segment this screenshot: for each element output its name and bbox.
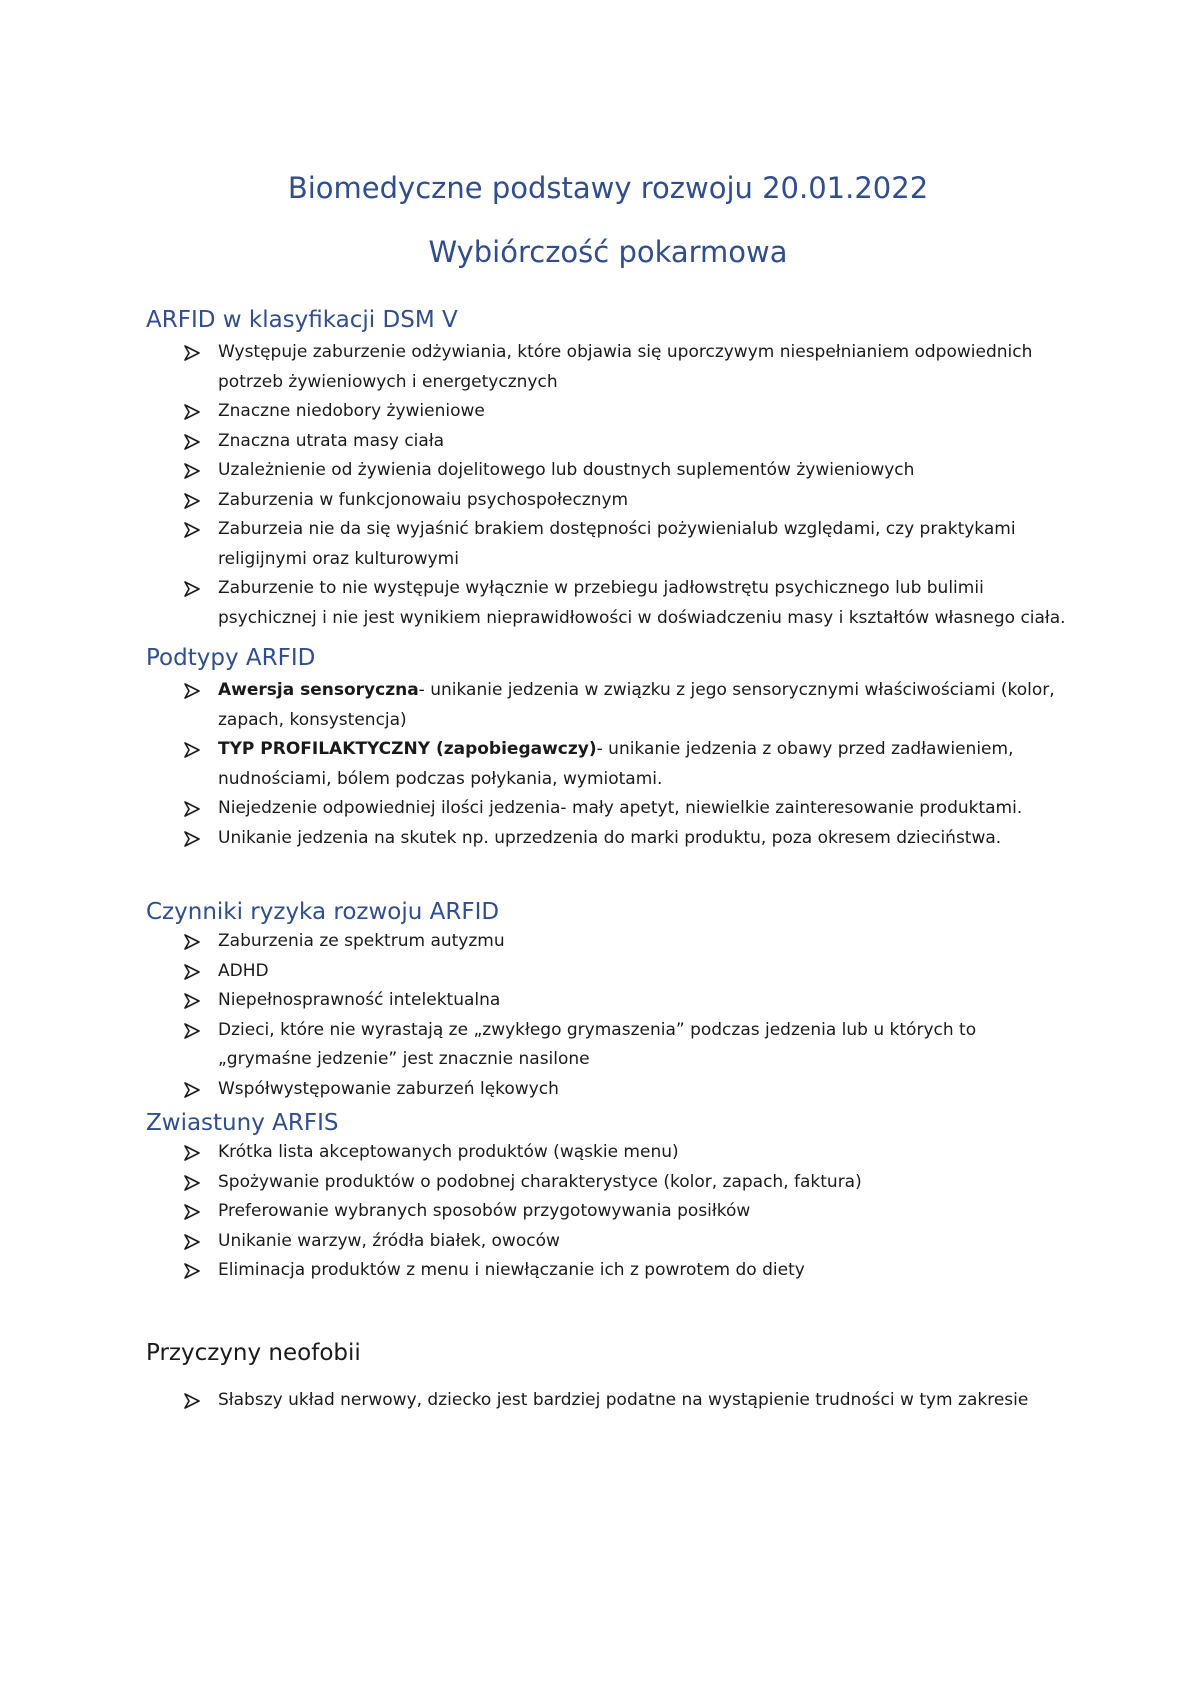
arrowhead-bullet-icon [184, 742, 200, 758]
list-item: Zaburzenia w funkcjonowaiu psychospołecznym [146, 486, 1070, 516]
list-item: Unikanie warzyw, źródła białek, owoców [146, 1227, 1070, 1257]
list-item: Krótka lista akceptowanych produktów (wąskie menu) [146, 1138, 1070, 1168]
arrowhead-bullet-icon [184, 801, 200, 817]
arrowhead-bullet-icon [184, 581, 200, 597]
section-heading: ARFID w klasyfikacji DSM V [146, 307, 458, 333]
arrowhead-bullet-icon [184, 1175, 200, 1191]
arrowhead-bullet-icon [184, 683, 200, 699]
arrowhead-bullet-icon [184, 964, 200, 980]
list-item: Eliminacja produktów z menu i niewłączanie ich z powrotem do diety [146, 1256, 1070, 1286]
arrowhead-bullet-icon [184, 463, 200, 479]
arrowhead-bullet-icon [184, 1263, 200, 1279]
document-title: Biomedyczne podstawy rozwoju 20.01.2022 [287, 171, 929, 205]
section-arfid-subtypes [146, 643, 1070, 853]
bullet-list [146, 1138, 1070, 1286]
list-item: Spożywanie produktów o podobnej charakterystyce (kolor, zapach, faktura) [146, 1168, 1070, 1198]
document-subtitle: Wybiórczość pokarmowa [428, 235, 788, 269]
arrowhead-bullet-icon [184, 493, 200, 509]
arrowhead-bullet-icon [184, 522, 200, 538]
arrowhead-bullet-icon [184, 993, 200, 1009]
section-neophobia-causes [146, 1338, 1070, 1416]
arrowhead-bullet-icon [184, 1393, 200, 1409]
list-item: Zaburzeia nie da się wyjaśnić brakiem dostępności pożywienialub względami, czy praktykami religijnymi oraz kulturowymi [146, 515, 1070, 574]
arrowhead-bullet-icon [184, 934, 200, 950]
list-item: Niepełnosprawność intelektualna [146, 986, 1070, 1016]
section-arfid-dsm [146, 305, 1070, 633]
list-item: Niejedzenie odpowiedniej ilości jedzenia- mały apetyt, niewielkie zainteresowanie produktami. [146, 794, 1070, 824]
list-item: Znaczna utrata masy ciała [146, 427, 1070, 457]
section-heading: Czynniki ryzyka rozwoju ARFID [146, 899, 500, 925]
list-item: Występuje zaburzenie odżywiania, które objawia się uporczywym niespełnianiem odpowiednich potrzeb żywieniowych i energetycznych [146, 338, 1070, 397]
list-item: Dzieci, które nie wyrastają ze „zwykłego grymaszenia” podczas jedzenia lub u których to „grymaśne jedzenie” jest znacznie nasilone [146, 1016, 1070, 1075]
arrowhead-bullet-icon [184, 1082, 200, 1098]
list-item: Słabszy układ nerwowy, dziecko jest bardziej podatne na wystąpienie trudności w tym zakresie [146, 1386, 1070, 1416]
list-item: Zaburzenie to nie występuje wyłącznie w przebiegu jadłowstrętu psychicznego lub bulimii psychicznej i nie jest wynikiem nieprawidłowości w doświadczeniu masy i kształtów własnego ciała. [146, 574, 1070, 633]
list-item: ADHD [146, 957, 1070, 987]
list-item: Zaburzenia ze spektrum autyzmu [146, 927, 1070, 957]
section-risk-factors [146, 897, 1070, 1104]
arrowhead-bullet-icon [184, 345, 200, 361]
list-item: TYP PROFILAKTYCZNY (zapobiegawczy)- unikanie jedzenia z obawy przed zadławieniem, nudnościami, bólem podczas połykania, wymiotami. [146, 735, 1070, 794]
arrowhead-bullet-icon [184, 831, 200, 847]
list-item: Awersja sensoryczna- unikanie jedzenia w związku z jego sensorycznymi właściwościami (kolor, zapach, konsystencja) [146, 676, 1070, 735]
bullet-list [146, 338, 1070, 633]
arrowhead-bullet-icon [184, 1204, 200, 1220]
arrowhead-bullet-icon [184, 434, 200, 450]
arrowhead-bullet-icon [184, 1234, 200, 1250]
arrowhead-bullet-icon [184, 1023, 200, 1039]
list-item: Preferowanie wybranych sposobów przygotowywania posiłków [146, 1197, 1070, 1227]
list-item: Uzależnienie od żywienia dojelitowego lub doustnych suplementów żywieniowych [146, 456, 1070, 486]
section-heading: Zwiastuny ARFIS [146, 1110, 339, 1136]
list-item: Znaczne niedobory żywieniowe [146, 397, 1070, 427]
list-item: Współwystępowanie zaburzeń lękowych [146, 1075, 1070, 1105]
section-heading: Przyczyny neofobii [146, 1339, 361, 1366]
bullet-list [146, 927, 1070, 1104]
section-heading: Podtypy ARFID [146, 645, 316, 671]
bullet-list [146, 676, 1070, 853]
list-item: Unikanie jedzenia na skutek np. uprzedzenia do marki produktu, poza okresem dzieciństwa. [146, 824, 1070, 854]
arrowhead-bullet-icon [184, 1145, 200, 1161]
section-warning-signs [146, 1108, 1070, 1286]
arrowhead-bullet-icon [184, 404, 200, 420]
bullet-list [146, 1386, 1070, 1416]
